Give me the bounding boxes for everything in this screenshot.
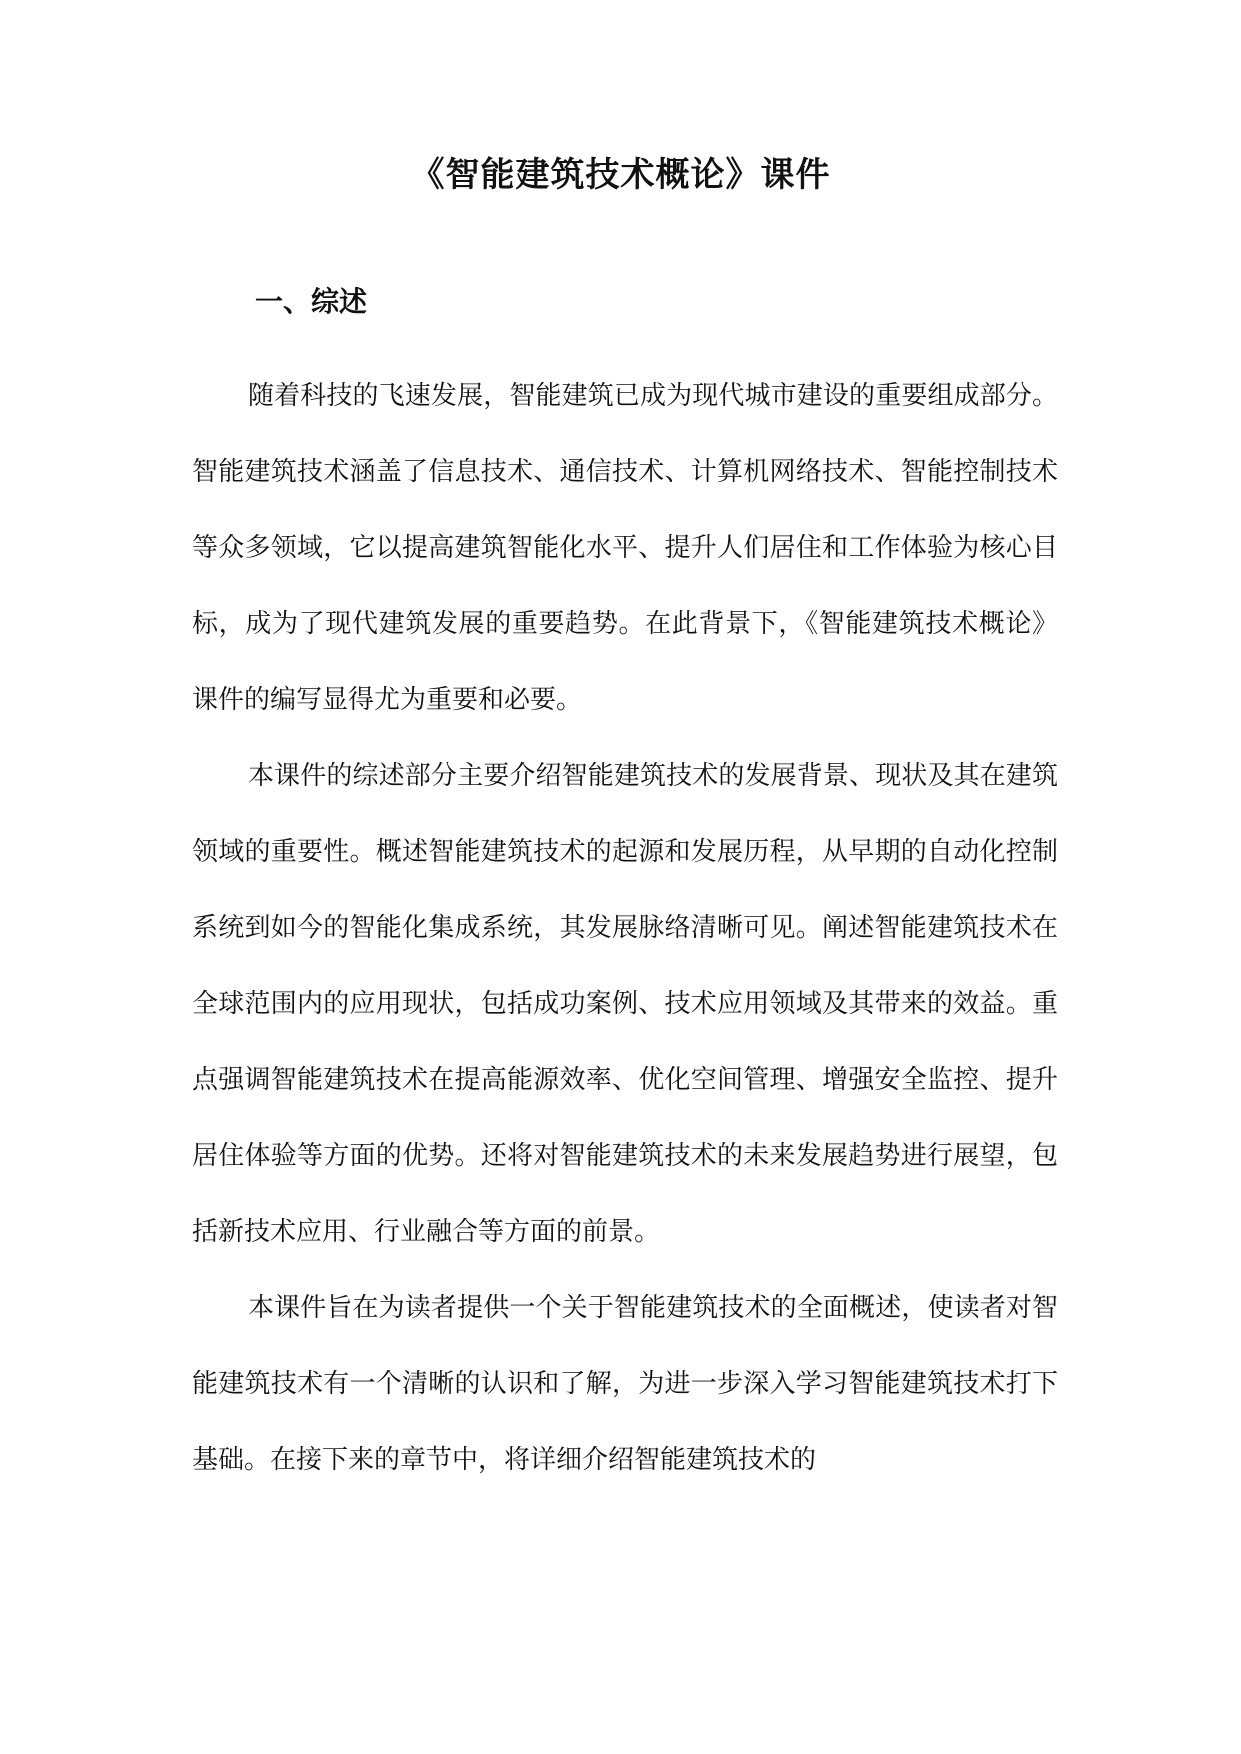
body-text: [192, 358, 1058, 1498]
document-title: 《智能建筑技术概论》课件: [410, 155, 831, 195]
paragraph: 随着科技的飞速发展，智能建筑已成为现代城市建设的重要组成部分。智能建筑技术涵盖了信息技术、通信技术、计算机网络技术、智能控制技术等众多领域，它以提高建筑智能化水平、提升人们居住和工作体验为核心目标，成为了现代建筑发展的重要趋势。在此背景下，《智能建筑技术概论》课件的编写显得尤为重要和必要。: [192, 381, 1058, 715]
paragraph: 本课件的综述部分主要介绍智能建筑技术的发展背景、现状及其在建筑领域的重要性。概述智能建筑技术的起源和发展历程，从早期的自动化控制系统到如今的智能化集成系统，其发展脉络清晰可见。阐述智能建筑技术在全球范围内的应用现状，包括成功案例、技术应用领域及其带来的效益。重点强调智能建筑技术在提高能源效率、优化空间管理、增强安全监控、提升居住体验等方面的优势。还将对智能建筑技术的未来发展趋势进行展望，包括新技术应用、行业融合等方面的前景。: [192, 761, 1058, 1247]
paragraph: 本课件旨在为读者提供一个关于智能建筑技术的全面概述，使读者对智能建筑技术有一个清晰的认识和了解，为进一步深入学习智能建筑技术打下基础。在接下来的章节中，将详细介绍智能建筑技术的: [192, 1293, 1058, 1475]
section-heading: 一、综述: [255, 285, 368, 318]
